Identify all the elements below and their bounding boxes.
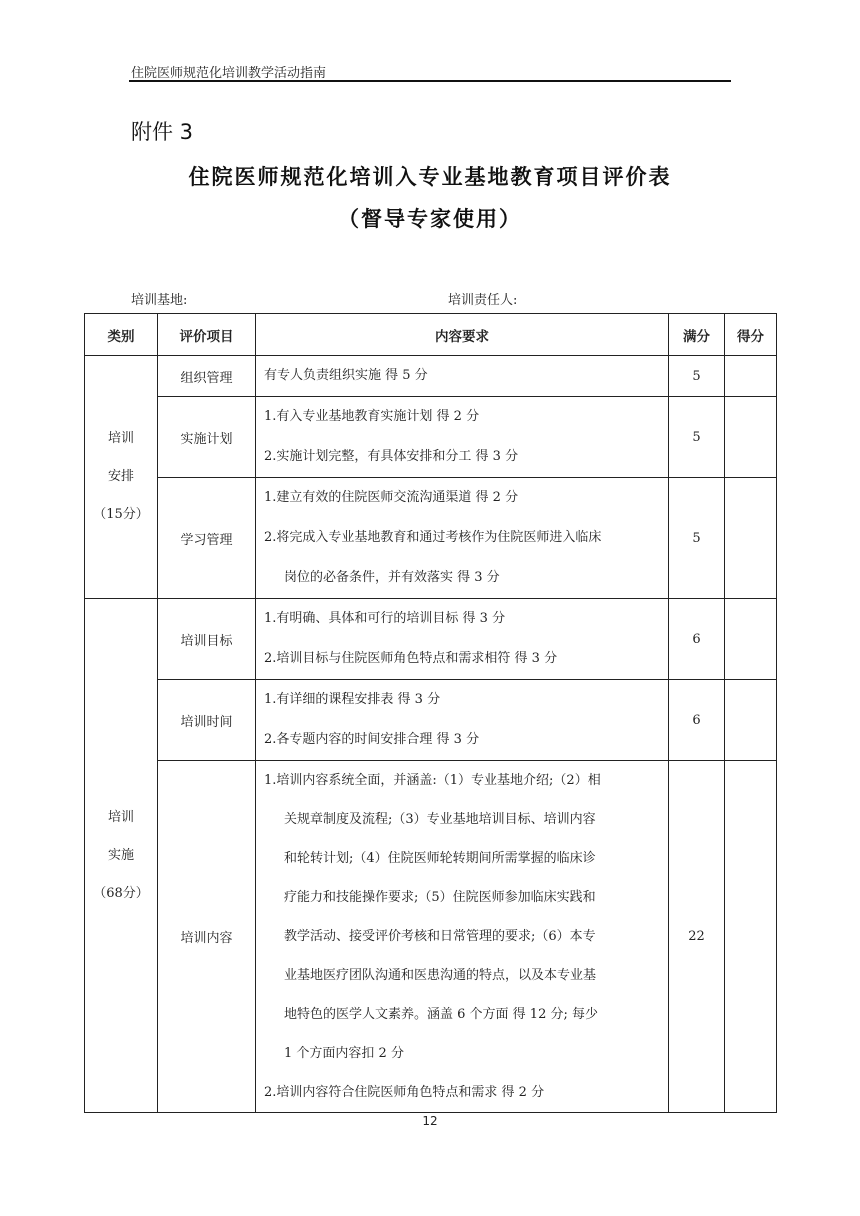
score-cell[interactable] (725, 478, 777, 599)
item-content (256, 761, 669, 1113)
content-line: 业基地医疗团队沟通和医患沟通的特点，以及本专业基 (284, 968, 597, 983)
item-content (256, 680, 669, 761)
item-name: 实施计划 (158, 397, 256, 478)
content-line: 1.有入专业基地教育实施计划 得 2 分 (264, 409, 480, 424)
table-header-row (85, 314, 777, 356)
page-title: 住院医师规范化培训入专业基地教育项目评价表 (188, 165, 672, 189)
item-name: 组织管理 (158, 356, 256, 397)
content-line: 1.建立有效的住院医师交流沟通渠道 得 2 分 (264, 490, 519, 505)
category-points: （15分） (93, 507, 149, 522)
header-category: 类别 (85, 314, 158, 356)
training-owner-label: 培训责任人: (448, 293, 518, 308)
content-line: 2.将完成入专业基地教育和通过考核作为住院医师进入临床 (264, 530, 602, 545)
item-content (256, 397, 669, 478)
content-line: 2.各专题内容的时间安排合理 得 3 分 (264, 732, 480, 747)
content-line: 和轮转计划;（4）住院医师轮转期间所需掌握的临床诊 (284, 851, 596, 866)
table-row (85, 761, 777, 1113)
full-score: 22 (669, 761, 725, 1113)
table-row (85, 680, 777, 761)
item-content (256, 356, 669, 397)
full-score: 5 (669, 397, 725, 478)
item-content (256, 599, 669, 680)
attachment-label: 附件 3 (131, 120, 194, 144)
category-name: 培训 (107, 809, 134, 825)
full-score: 5 (669, 356, 725, 397)
full-score: 6 (669, 599, 725, 680)
content-line: 地特色的医学人文素养。涵盖 6 个方面 得 12 分; 每少 (284, 1007, 598, 1022)
table-row (85, 397, 777, 478)
item-name: 培训内容 (158, 761, 256, 1113)
table-row (85, 478, 777, 599)
content-line: 2.培训内容符合住院医师角色特点和需求 得 2 分 (264, 1085, 545, 1100)
header-full-score: 满分 (669, 314, 725, 356)
running-header: 住院医师规范化培训教学活动指南 (131, 66, 327, 81)
full-score: 5 (669, 478, 725, 599)
content-line: 疗能力和技能操作要求;（5）住院医师参加临床实践和 (284, 890, 596, 905)
content-line: 1.有详细的课程安排表 得 3 分 (264, 692, 441, 707)
full-score: 6 (669, 680, 725, 761)
content-line: 教学活动、接受评价考核和日常管理的要求;（6）本专 (284, 929, 596, 944)
content-line: 1.培训内容系统全面，并涵盖:（1）专业基地介绍;（2）相 (264, 773, 601, 788)
item-content (256, 478, 669, 599)
page-number: 12 (422, 1114, 438, 1128)
score-cell[interactable] (725, 397, 777, 478)
content-line: 关规章制度及流程;（3）专业基地培训目标、培训内容 (284, 812, 596, 827)
category-name: 安排 (107, 469, 134, 484)
content-line: 2.培训目标与住院医师角色特点和需求相符 得 3 分 (264, 651, 558, 666)
content-line: 1.有明确、具体和可行的培训目标 得 3 分 (264, 611, 506, 626)
item-name: 培训目标 (158, 599, 256, 680)
page-subtitle: （督导专家使用） (338, 207, 522, 231)
category-name: 培训 (107, 431, 134, 446)
content-line: 1 个方面内容扣 2 分 (284, 1046, 404, 1061)
table-row (85, 356, 777, 397)
item-name: 学习管理 (158, 478, 256, 599)
score-cell[interactable] (725, 599, 777, 680)
header-item: 评价项目 (158, 314, 256, 356)
score-cell[interactable] (725, 680, 777, 761)
header-content: 内容要求 (256, 314, 669, 356)
header-score: 得分 (725, 314, 777, 356)
header-rule (129, 80, 731, 82)
content-line: 有专人负责组织实施 得 5 分 (264, 368, 428, 383)
category-name: 实施 (107, 847, 134, 863)
category-cell (85, 599, 158, 1113)
score-cell[interactable] (725, 356, 777, 397)
training-base-label: 培训基地: (131, 293, 188, 308)
table-row (85, 599, 777, 680)
item-name: 培训时间 (158, 680, 256, 761)
category-points: （68分） (93, 885, 149, 901)
content-line: 岗位的必备条件，并有效落实 得 3 分 (284, 570, 500, 585)
score-cell[interactable] (725, 761, 777, 1113)
evaluation-table (84, 313, 777, 1113)
content-line: 2.实施计划完整，有具体安排和分工 得 3 分 (264, 449, 519, 464)
category-cell (85, 356, 158, 599)
